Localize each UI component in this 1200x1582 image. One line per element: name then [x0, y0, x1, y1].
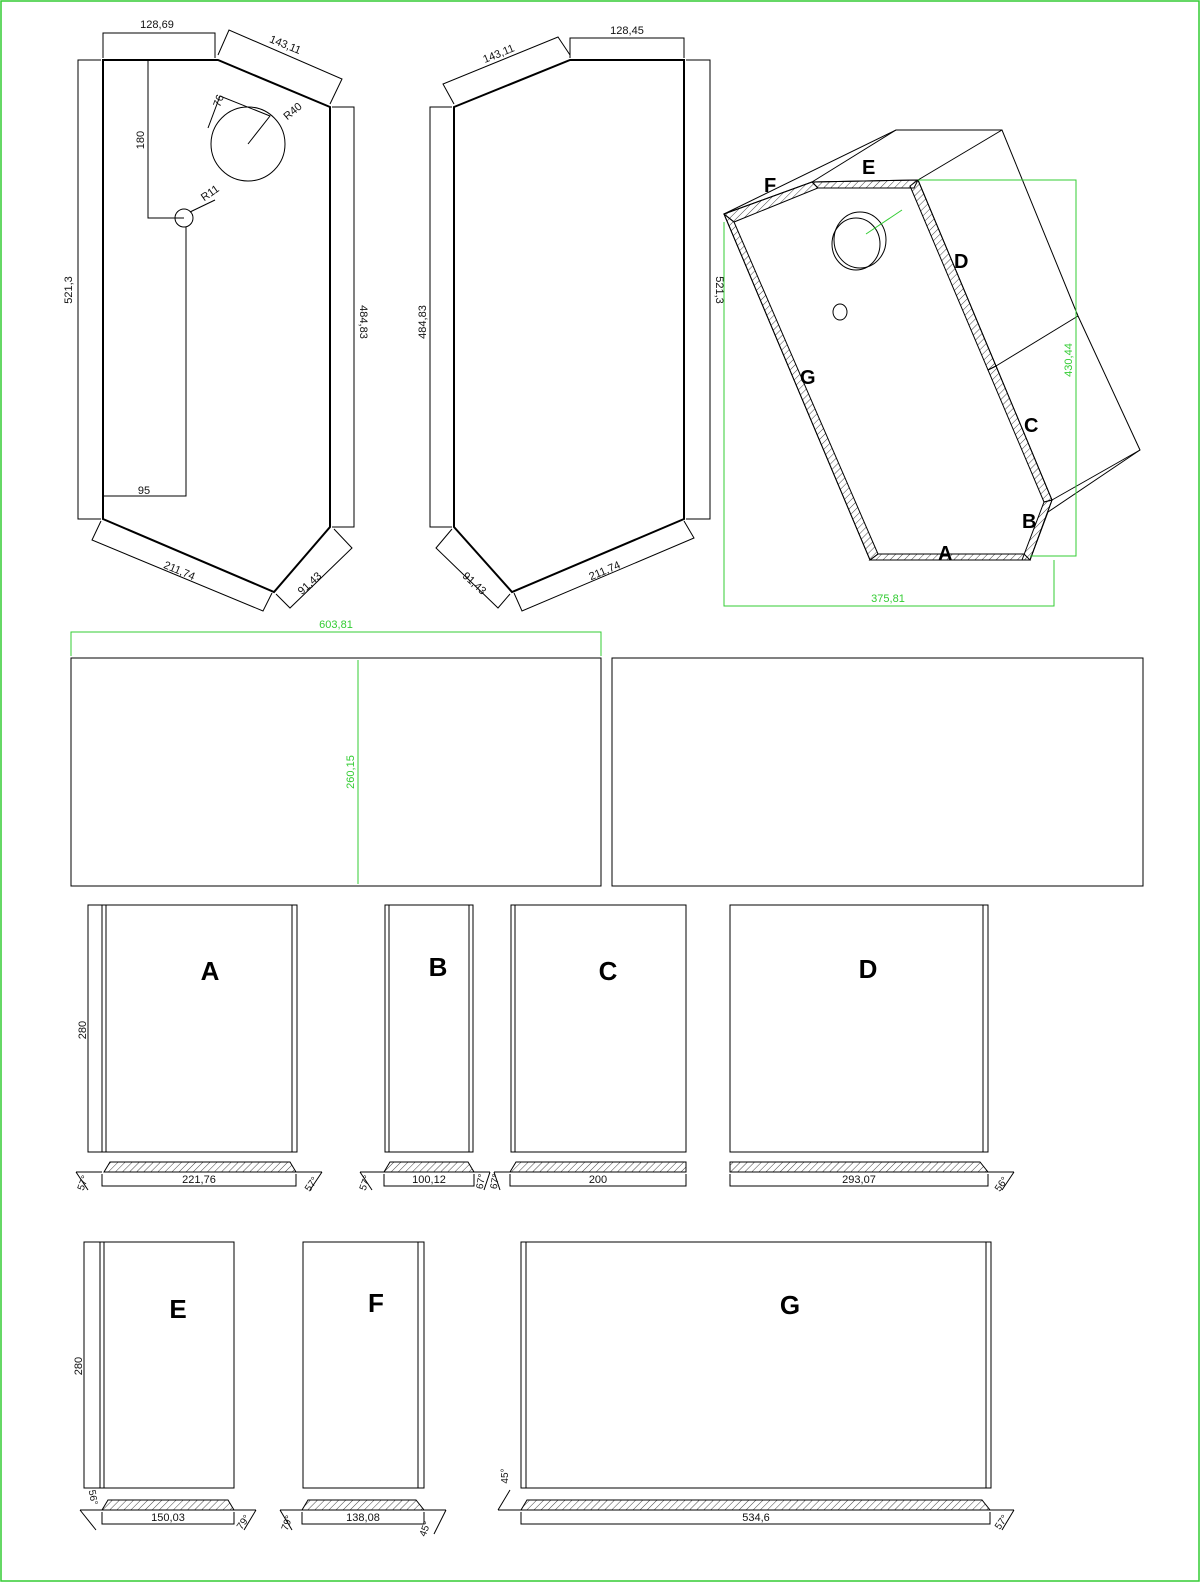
dim-bottom-left-r: 91,43 [459, 570, 489, 598]
part-d-label: D [858, 954, 878, 984]
part-b-angle-left: 57° [357, 1174, 374, 1193]
part-a-angle-left: 57° [75, 1174, 92, 1193]
part-c [489, 905, 686, 1190]
iso-label-a: A [938, 543, 953, 565]
part-f-label: F [368, 1288, 384, 1318]
iso-label-d: D [954, 251, 969, 273]
part-d-width: 293,07 [842, 1174, 876, 1186]
edge-e [812, 180, 918, 188]
part-a-angle-right: 57° [303, 1175, 321, 1194]
part-g-angle-left: 45° [500, 1468, 511, 1484]
iso-label-f: F [764, 175, 777, 197]
part-c-label: C [598, 956, 618, 986]
edge-d [910, 180, 996, 370]
part-e-width: 150,03 [151, 1512, 185, 1524]
iso-label-e: E [862, 157, 876, 179]
part-a-label: A [200, 956, 220, 986]
part-f-angle-right: 45° [417, 1520, 434, 1539]
top-panel-width: 603,81 [319, 619, 353, 631]
iso-tube-hole [833, 304, 847, 320]
part-g-width: 534,6 [742, 1512, 770, 1524]
dim-top-width-r: 128,45 [610, 25, 644, 37]
dim-height-right-r: 521,3 [713, 276, 725, 304]
part-f-width: 138,08 [346, 1512, 380, 1524]
dim-port-offset: 76 [211, 93, 227, 109]
dim-bottom-right: 91,43 [295, 570, 325, 598]
dim-bottom-right-r: 211,74 [587, 559, 623, 584]
part-e-height: 280 [73, 1356, 85, 1376]
dim-top-width: 128,69 [140, 19, 174, 31]
part-a-height: 280 [77, 1020, 89, 1040]
part-g-label: G [779, 1290, 801, 1320]
part-d-angle-right: 56° [993, 1175, 1011, 1194]
part-b-angle-right: 67° [474, 1173, 489, 1190]
dim-height-left-r: 484,83 [417, 305, 429, 339]
part-b [358, 905, 490, 1192]
iso-port-hole [834, 212, 886, 268]
iso-dim-height: 430,44 [1063, 343, 1075, 377]
iso-dim-width: 375,81 [871, 593, 905, 605]
top-panels [71, 619, 1143, 886]
top-panel-height: 260,15 [345, 755, 357, 789]
iso-label-c: C [1024, 415, 1039, 437]
dim-slope-top-r: 143,11 [481, 42, 517, 66]
part-b-label: B [428, 952, 448, 982]
part-e-angle-right: 79° [235, 1513, 253, 1532]
part-f [280, 1242, 446, 1538]
dim-height-right: 484,83 [357, 305, 369, 339]
sheet-border [1, 1, 1199, 1581]
part-c-angle-left: 67° [488, 1173, 503, 1190]
part-c-width: 200 [588, 1174, 608, 1186]
part-e-label: E [169, 1294, 187, 1324]
side-panel-left [63, 19, 369, 611]
iso-label-g: G [800, 367, 816, 389]
dim-slope-top: 143,11 [267, 33, 303, 57]
part-g [498, 1242, 1014, 1532]
isometric-view [724, 130, 1140, 606]
dim-tube-height: 180 [135, 130, 147, 150]
dim-bottom-left: 211,74 [161, 559, 197, 584]
part-f-angle-left: 79° [279, 1514, 296, 1533]
iso-label-b: B [1022, 511, 1037, 533]
dim-tube-offset: 95 [137, 485, 151, 497]
edge-c [988, 366, 1052, 502]
side-panel-right [417, 25, 725, 611]
part-d [730, 905, 1014, 1194]
part-e [73, 1242, 256, 1532]
part-b-width: 100,12 [412, 1174, 446, 1186]
dim-tube-radius: R11 [198, 183, 222, 205]
dim-height-left: 521,3 [63, 276, 75, 304]
part-a-width: 221,76 [182, 1174, 216, 1186]
dim-port-radius: R40 [281, 100, 305, 123]
part-a [76, 905, 322, 1194]
part-e-angle-left: 56° [85, 1489, 100, 1506]
part-g-angle-right: 57° [993, 1513, 1011, 1532]
